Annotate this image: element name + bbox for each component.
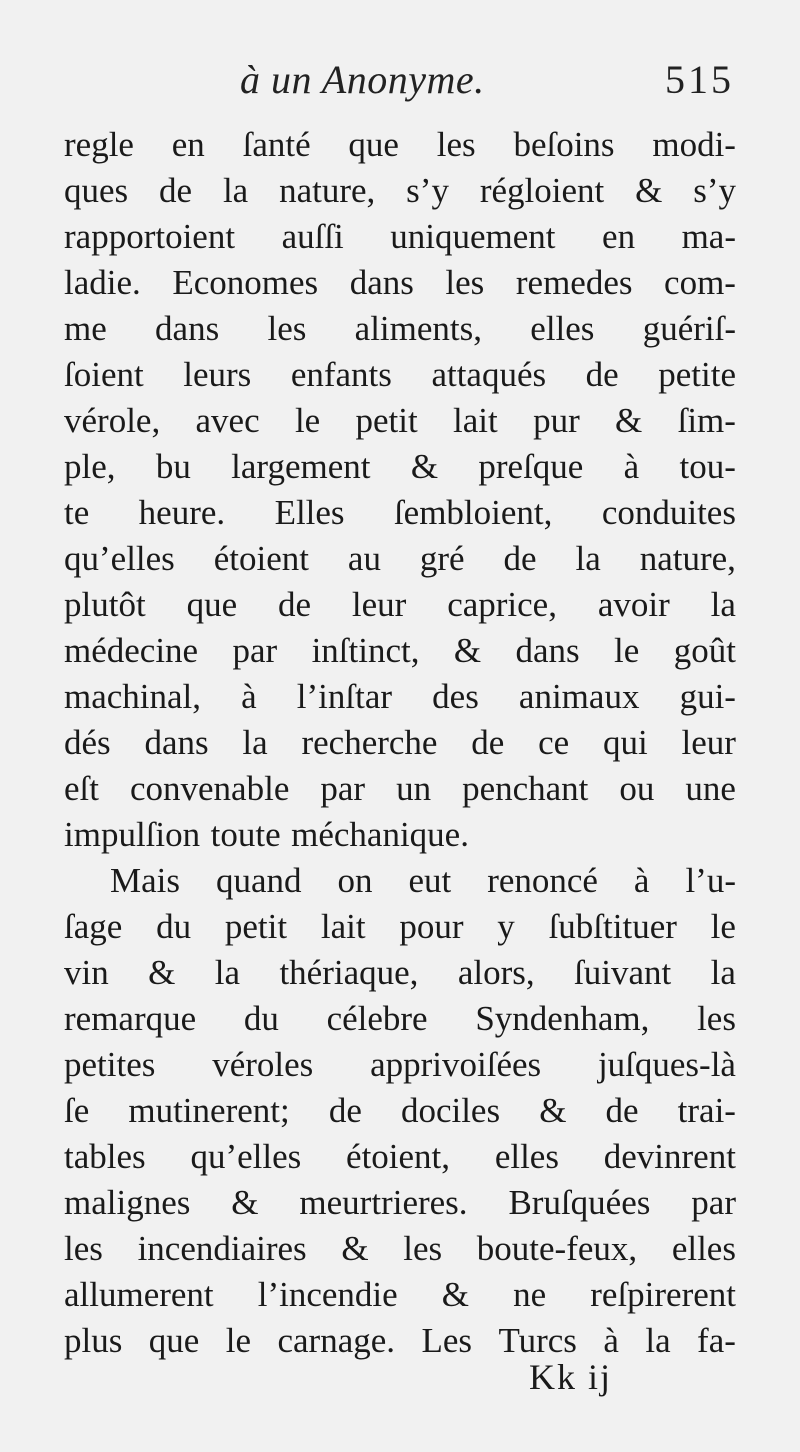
text-line: plutôt que de leur caprice, avoir la xyxy=(64,585,736,624)
text-line: ple, bu largement & preſque à tou- xyxy=(64,447,736,486)
text-line: eſt convenable par un penchant ou une xyxy=(64,769,736,808)
text-line: plus que le carnage. Les Turcs à la fa- xyxy=(64,1321,736,1360)
text-line: qu’elles étoient au gré de la nature, xyxy=(64,539,736,578)
text-line: malignes & meurtrieres. Bruſquées par xyxy=(64,1183,736,1222)
text-line: tables qu’elles étoient, elles devinrent xyxy=(64,1137,736,1176)
text-line: médecine par inſtinct, & dans le goût xyxy=(64,631,736,670)
body-text xyxy=(64,122,736,1364)
text-line: vérole, avec le petit lait pur & ſim- xyxy=(64,401,736,440)
text-line: les incendiaires & les boute-feux, elles xyxy=(64,1229,736,1268)
text-line: ſoient leurs enfants attaqués de petite xyxy=(64,355,736,394)
text-line: ſage du petit lait pour y ſubſtituer le xyxy=(64,907,736,946)
text-line: machinal, à l’inſtar des animaux gui- xyxy=(64,677,736,716)
text-line: ſe mutinerent; de dociles & de trai- xyxy=(64,1091,736,1130)
signature-mark: Kk ij xyxy=(528,1357,612,1397)
page-number: 515 xyxy=(665,57,734,102)
text-line: allumerent l’incendie & ne reſpirerent xyxy=(64,1275,736,1314)
running-head: à un Anonyme. xyxy=(240,57,485,102)
text-line: regle en ſanté que les beſoins modi- xyxy=(64,125,736,164)
text-line: me dans les aliments, elles guériſ- xyxy=(64,309,736,348)
page-header xyxy=(0,48,800,108)
text-line: dés dans la recherche de ce qui leur xyxy=(64,723,736,762)
text-line: rapportoient auſſi uniquement en ma- xyxy=(64,217,736,256)
text-line: te heure. Elles ſembloient, conduites xyxy=(64,493,736,532)
text-line: remarque du célebre Syndenham, les xyxy=(64,999,736,1038)
text-line: petites véroles apprivoiſées juſques-là xyxy=(64,1045,736,1084)
text-line: vin & la thériaque, alors, ſuivant la xyxy=(64,953,736,992)
text-line: Mais quand on eut renoncé à l’u- xyxy=(110,861,736,900)
text-line: impulſion toute méchanique. xyxy=(64,815,469,854)
text-line: ladie. Economes dans les remedes com- xyxy=(64,263,736,302)
text-line: ques de la nature, s’y régloient & s’y xyxy=(64,171,736,210)
